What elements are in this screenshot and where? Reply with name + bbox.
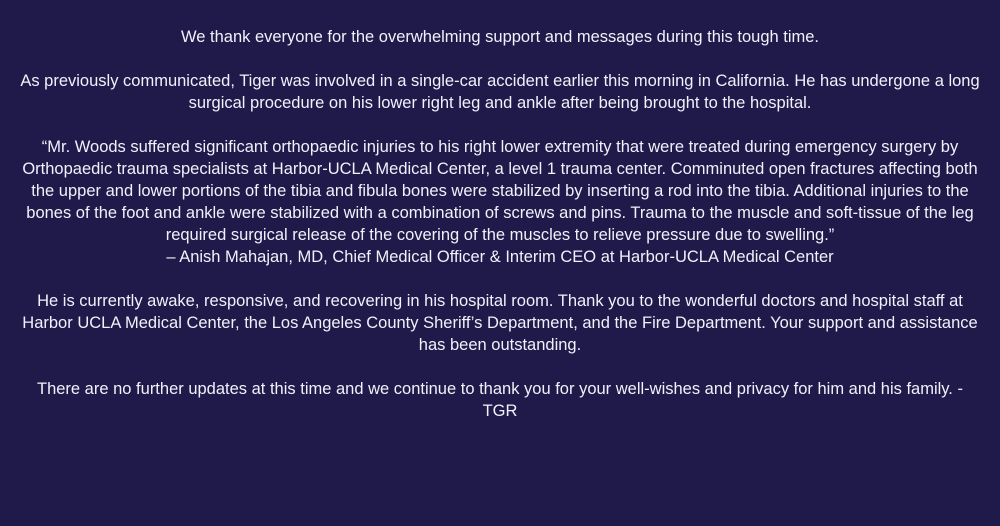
accident-paragraph: As previously communicated, Tiger was involved in a single-car accident earlier this morning in California. He has undergone a long surgical procedure on his lower right leg and ankle after being brought to the hospital. (20, 72, 980, 112)
quote-attribution: – Anish Mahajan, MD, Chief Medical Officer & Interim CEO at Harbor-UCLA Medical Center (166, 248, 834, 266)
medical-quote-block (20, 136, 980, 268)
thanks-paragraph: We thank everyone for the overwhelming support and messages during this tough time. (180, 28, 820, 46)
recovery-paragraph: He is currently awake, responsive, and recovering in his hospital room. Thank you to the wonderful doctors and hospital staff at Harbor UCLA Medical Center, the Los Angeles County Sheriff’s Department, and the Fire Department. Your support and assistance has been outstanding. (22, 292, 978, 354)
closing-paragraph: There are no further updates at this time and we continue to thank you for your well-wishes and privacy for him and his family. - TGR (37, 380, 963, 420)
medical-quote: “Mr. Woods suffered significant orthopaedic injuries to his right lower extremity that were treated during emergency surgery by Orthopaedic trauma specialists at Harbor-UCLA Medical Center, a level 1 trauma center. Comminuted open fractures affecting both the upper and lower portions of the tibia and fibula bones were stabilized by inserting a rod into the tibia. Additional injuries to the bones of the foot and ankle were stabilized with a combination of screws and pins. Trauma to the muscle and soft-tissue of the leg required surgical release of the covering of the muscles to relieve pressure due to swelling.” (22, 138, 978, 244)
